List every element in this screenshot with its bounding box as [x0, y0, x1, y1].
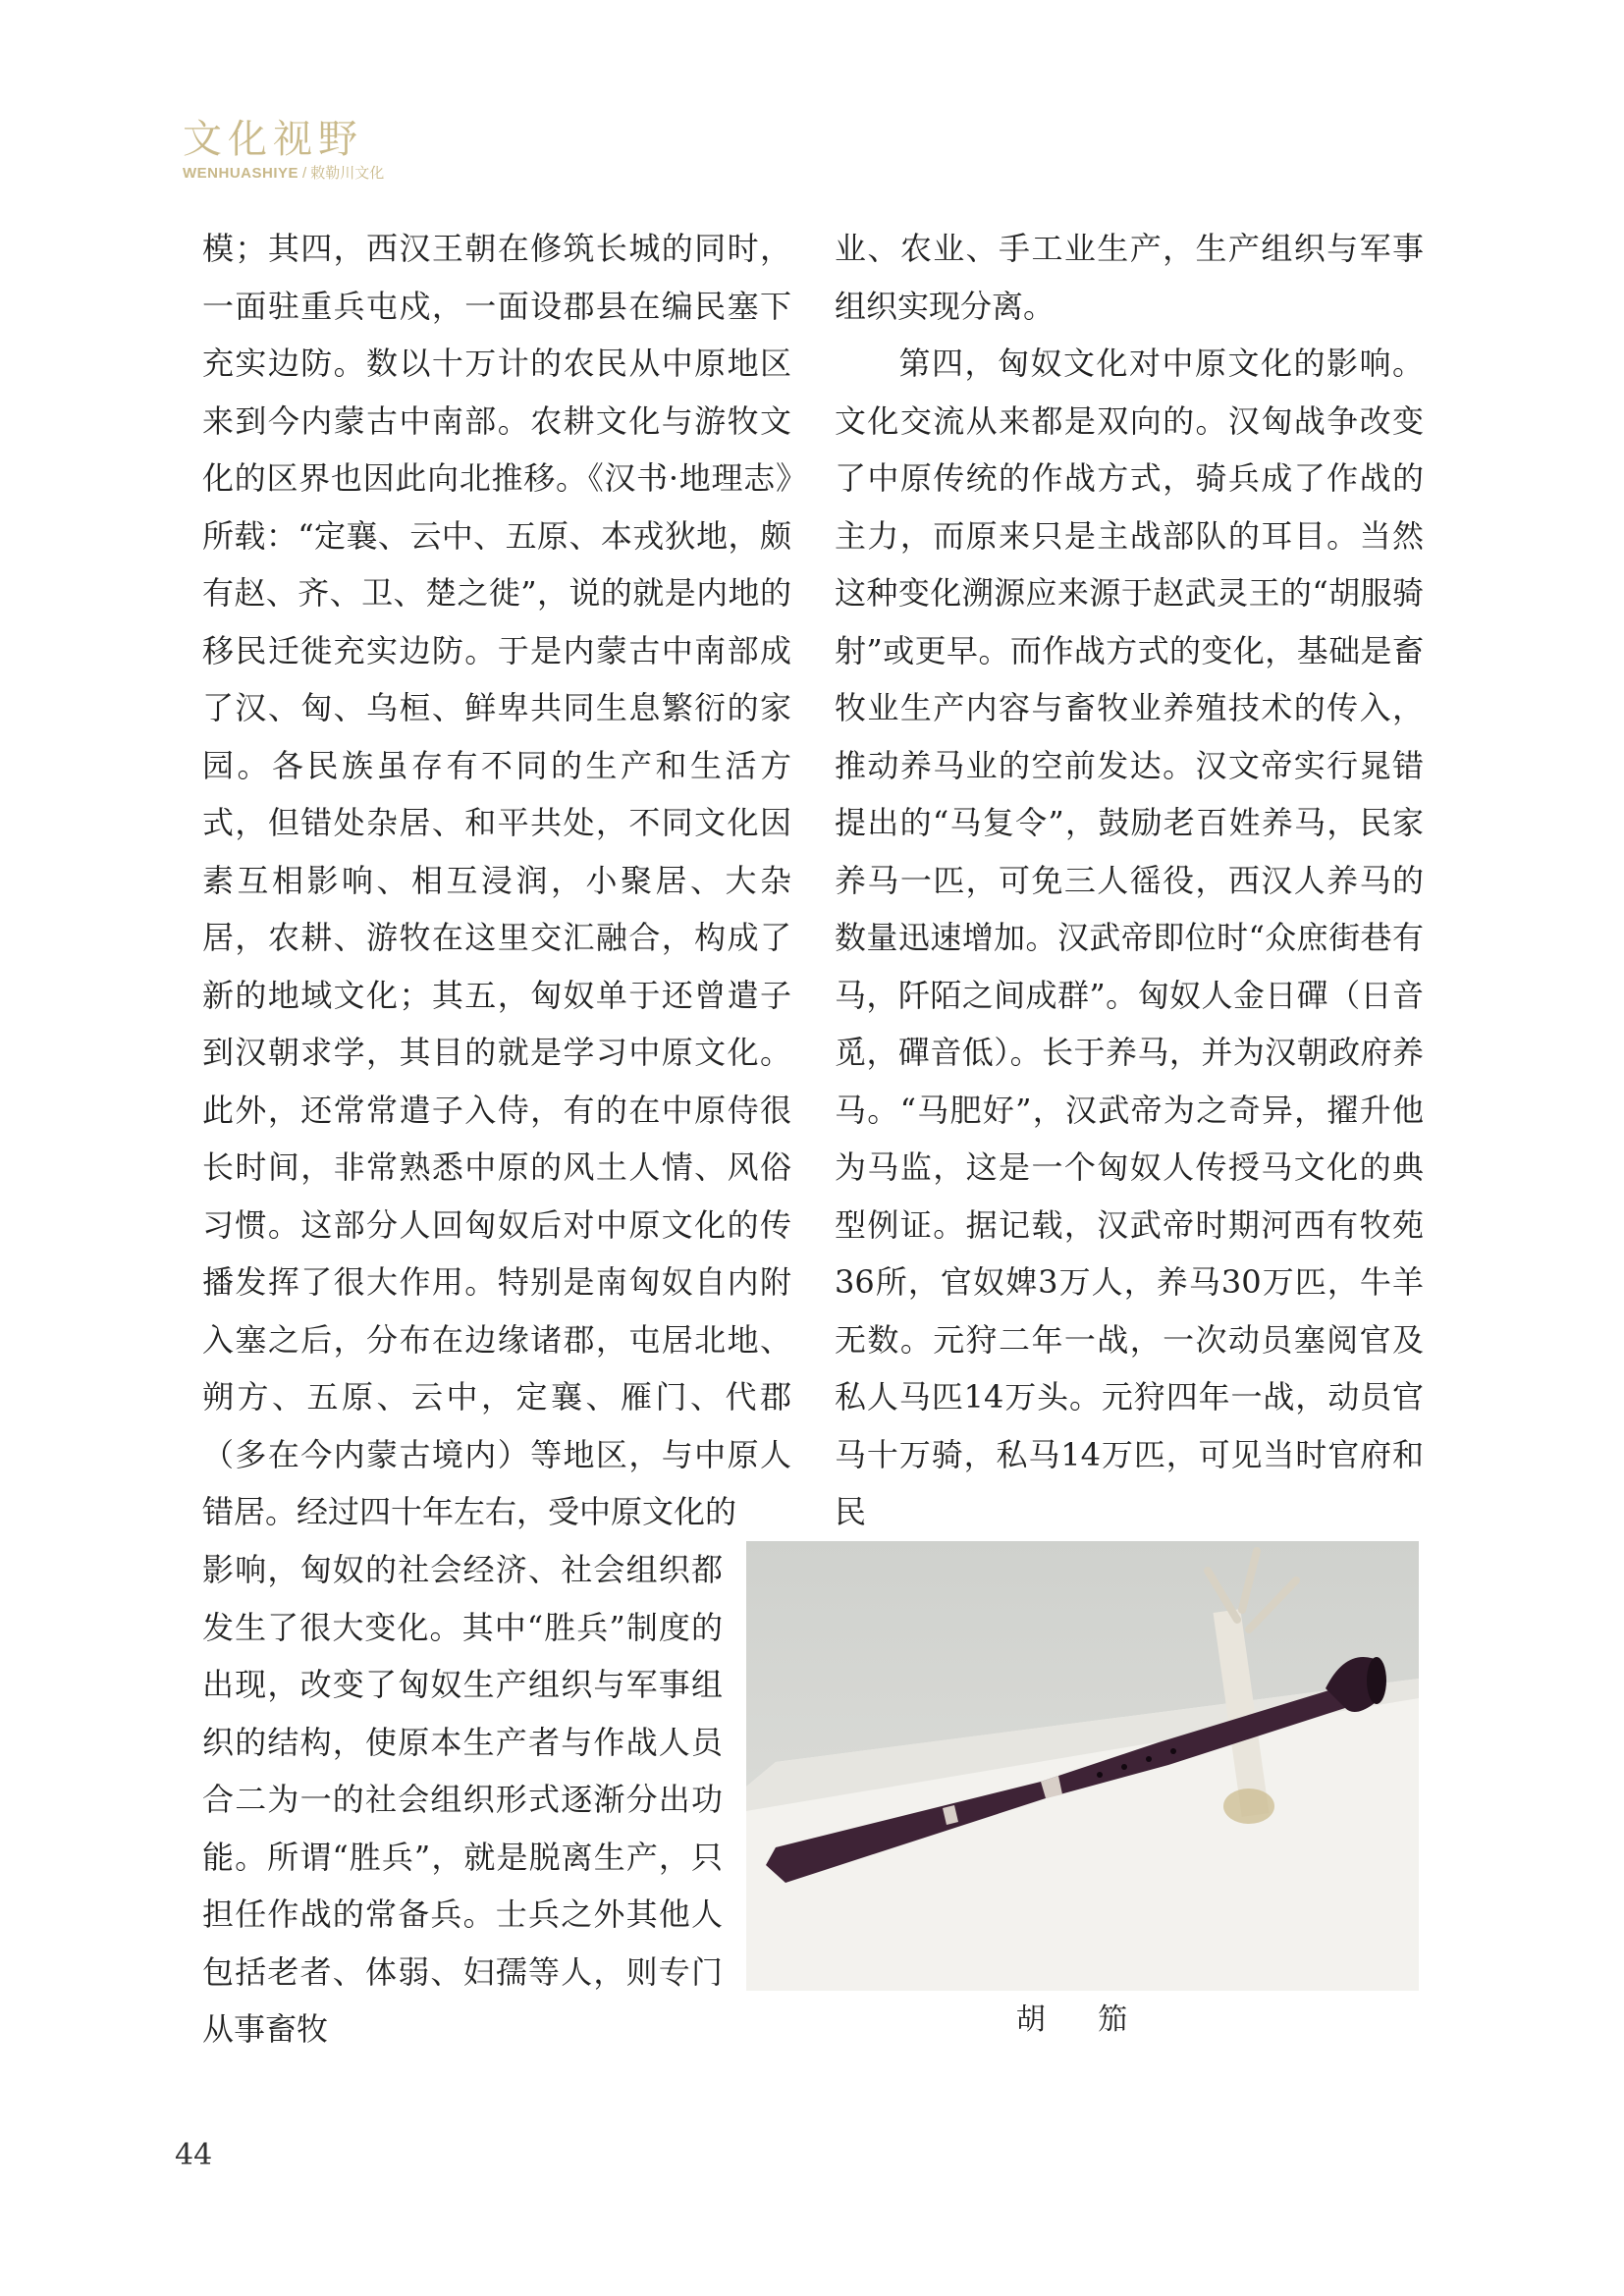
section-title: 文化视野 — [183, 117, 363, 162]
section-subtitle-cn: 敕勒川文化 — [310, 165, 385, 182]
section-header — [183, 116, 384, 183]
finger-hole — [1170, 1748, 1176, 1754]
finger-hole — [1097, 1772, 1103, 1778]
stand-base — [1223, 1789, 1274, 1824]
paragraph-indented — [835, 335, 1424, 1541]
section-subtitle-en: WENHUASHIYE — [183, 165, 299, 182]
finger-hole — [1121, 1764, 1127, 1770]
left-column-text-continued: 影响，匈奴的社会经济、社会组织都发生了很大变化。其中“胜兵”制度的出现，改变了匈奴生产组织与军事组织的结构，使原本生产者与作战人员合二为一的社会组织形式逐渐分出功能。所谓“胜兵”，就是脱离生产，只担任作战的常备兵。士兵之外其他人包括老者、体弱、妇孺等人，则专门从事畜牧 — [202, 1551, 723, 2048]
hujia-photo — [746, 1541, 1419, 1991]
hujia-bell-opening — [1367, 1657, 1386, 1704]
figure-caption: 胡 笳 — [1015, 2002, 1150, 2037]
page-number: 44 — [175, 2138, 213, 2172]
paragraph: 业、农业、手工业生产，生产组织与军事组织实现分离。 — [835, 230, 1424, 325]
finger-hole — [1146, 1756, 1152, 1762]
subtitle-separator: / — [302, 165, 307, 182]
paragraph-text: 第四，匈奴文化对中原文化的影响。文化交流从来都是双向的。汉匈战争改变了中原传统的作战方式，骑兵成了作战的主力，而原来只是主战部队的耳目。当然这种变化溯源应来源于赵武灵王的“胡服骑射”或更早。而作战方式的变化，基础是畜牧业生产内容与畜牧业养殖技术的传入，推动养马业的空前发达。汉文帝实行晁错提出的“马复令”，鼓励老百姓养马，民家养马一匹，可免三人徭役，西汉人养马的数量迅速增加。汉武帝即位时“众庶街巷有马，阡陌之间成群”。匈奴人金日磾（日音觅，磾音低）。长于养马，并为汉朝政府养马。“马肥好”，汉武帝为之奇异，擢升他为马监，这是一个匈奴人传授马文化的典型例证。据记载，汉武帝时期河西有牧苑36所，官奴婢3万人，养马30万匹，牛羊无数。元狩二年一战，一次动员塞阅官及私人马匹14万头。元狩四年一战，动员官马十万骑，私马14万匹，可见当时官府和民 — [835, 345, 1424, 1530]
right-column-text — [835, 220, 1424, 1541]
hujia-illustration — [746, 1541, 1419, 1991]
section-subtitle — [183, 165, 384, 183]
left-column-text: 模；其四，西汉王朝在修筑长城的同时，一面驻重兵屯戍，一面设郡县在编民塞下充实边防。数以十万计的农民从中原地区来到今内蒙古中南部。农耕文化与游牧文化的区界也因此向北推移。《汉书·地理志》所载：“定襄、云中、五原、本戎狄地，颇有赵、齐、卫、楚之徙”，说的就是内地的移民迁徙充实边防。于是内蒙古中南部成了汉、匈、乌桓、鲜卑共同生息繁衍的家园。各民族虽存有不同的生产和生活方式，但错处杂居、和平共处，不同文化因素互相影响、相互浸润，小聚居、大杂居，农耕、游牧在这里交汇融合，构成了新的地域文化；其五，匈奴单于还曾遣子到汉朝求学，其目的就是学习中原文化。此外，还常常遣子入侍，有的在中原侍很长时间，非常熟悉中原的风土人情、风俗习惯。这部分人回匈奴后对中原文化的传播发挥了很大作用。特别是南匈奴自内附入塞之后，分布在边缘诸郡，屯居北地、朔方、五原、云中，定襄、雁门、代郡（多在今内蒙古境内）等地区，与中原人错居。经过四十年左右，受中原文化的 — [202, 230, 791, 1530]
